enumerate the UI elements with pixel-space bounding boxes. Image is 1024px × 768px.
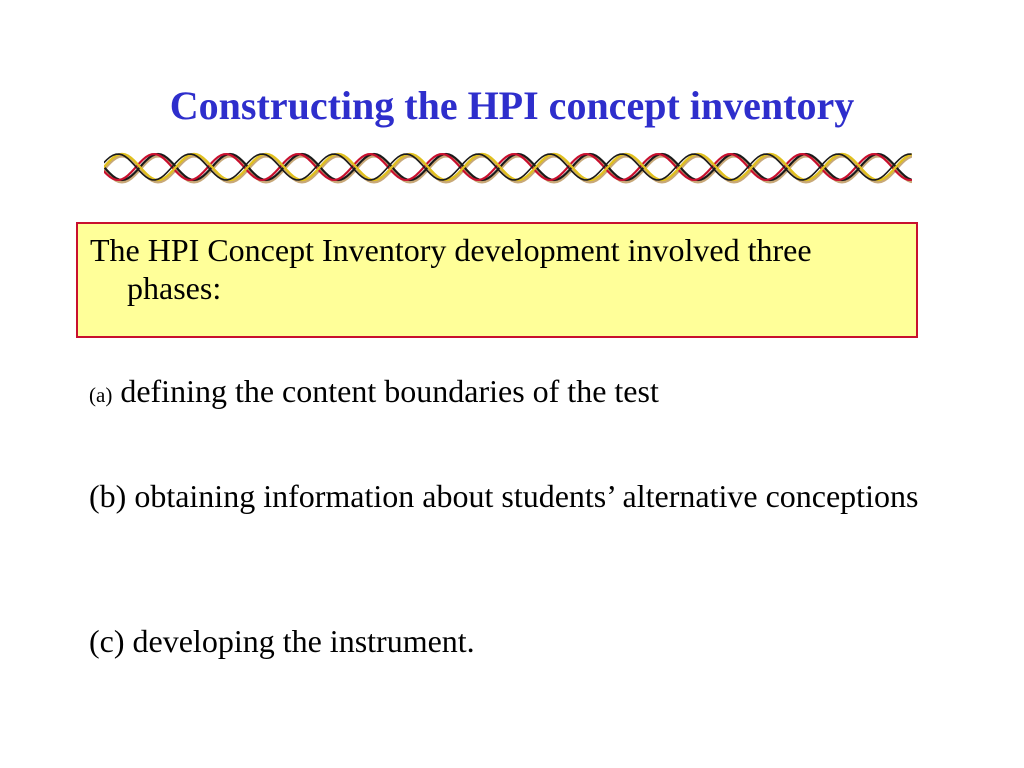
dna-helix-divider-icon <box>104 146 912 188</box>
phase-item-a <box>89 372 986 414</box>
phase-text-a: defining the content boundaries of the test <box>120 373 659 409</box>
phase-text-c: developing the instrument. <box>132 623 475 659</box>
phase-item-b <box>89 477 986 515</box>
phase-label-a: (a) <box>89 383 113 407</box>
phase-label-b: (b) <box>89 478 127 514</box>
phase-label-c: (c) <box>89 623 125 659</box>
phase-item-c <box>89 622 986 660</box>
intro-highlight-box <box>76 222 918 338</box>
slide-title: Constructing the HPI concept inventory <box>169 83 855 128</box>
phase-text-b: obtaining information about students’ alternative conceptions <box>134 478 919 514</box>
intro-text: The HPI Concept Inventory development involved three phases: <box>90 232 812 306</box>
